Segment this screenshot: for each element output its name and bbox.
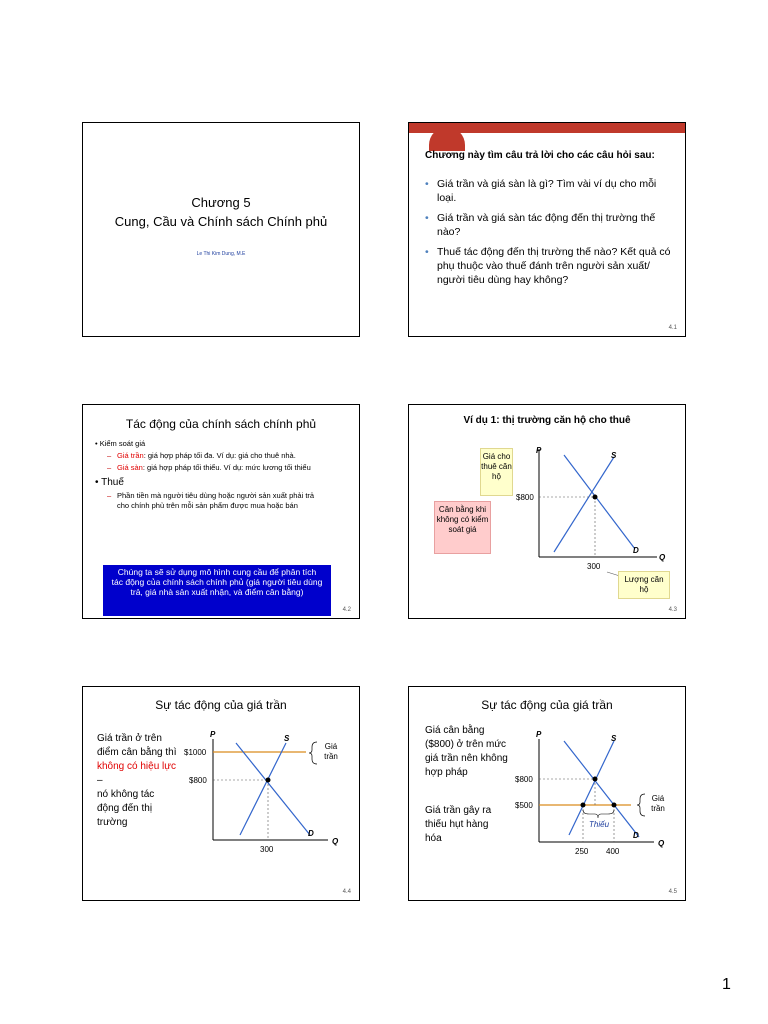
price-box: Giá cho thuê căn hộ [480,448,513,496]
bullet-text: Thuế [101,477,124,488]
slide-heading: Tác động của chính sách chính phủ [125,417,317,431]
equilibrium-box: Cân bằng khi không có kiểm soát giá [434,501,491,554]
slide-chapter-title [82,122,360,337]
shortage-brace [583,810,614,818]
slide-title-line2: Cung, Cầu và Chính sách Chính phủ [114,214,328,229]
y-axis-label: P [536,730,542,739]
quantity-box: Lượng căn hộ [618,571,670,599]
slide-author: Le Thi Kim Dung, M.E [196,251,246,257]
explanation-a: Giá cân bằng ($800) ở trên mức giá trần nên không hợp pháp [425,725,508,778]
bullet-text: Kiểm soát giá [99,439,146,448]
explanation-b: Giá trần gây ra thiếu hụt hàng hóa [425,805,492,844]
qty-tick: 300 [587,562,601,571]
sub-ceiling [109,451,353,461]
y-axis-label: P [536,446,542,455]
slide-number: 4.3 [668,607,677,613]
tax-sublist [95,491,353,511]
ceiling-def: : giá hợp pháp tối đa. Ví dụ: giá cho thuê nhà. [143,451,296,460]
ceiling-label: Giá trần [651,794,665,813]
slide-ceiling-nonbinding [82,686,360,901]
question-list [425,177,677,287]
x-axis-label: Q [332,837,339,846]
supply-curve [554,457,614,552]
highlight-box: Chúng ta sẽ sử dụng mô hình cung cầu để phân tích tác động của chính sách chính phủ (giá người tiêu dùng trả, giá nhà sản xuất nhận, và điểm cân bằng) [103,565,331,616]
ceiling-price-tick: $500 [515,801,533,810]
bullet-tax: • Thuế [95,477,124,488]
text-nonbinding: không có hiệu lực [97,761,176,772]
x-axis-label: Q [659,553,666,562]
equilibrium-point [593,495,598,500]
floor-term: Giá sàn [117,463,143,472]
demand-label: D [308,829,314,838]
binding-ceiling-chart [409,687,686,901]
slide-heading: Sự tác động của giá trần [155,698,287,712]
slide-government-policy [82,404,360,619]
sub-tax-def: – Phần tiền mà người tiêu dùng hoặc người sản xuất phải trả cho chính phủ trên mỗi sản phẩm được mua hoặc bán [109,491,353,511]
shortage-label: Thiếu [589,820,610,829]
slide-number: 4.1 [668,325,677,331]
question-item: • Thuế tác động đến thị trường thế nào? Kết quả có phụ thuộc vào thuế đánh trên người sản xuất/ người tiêu dùng hay không? [425,245,677,287]
sub-floor [109,463,353,473]
price-tick: $800 [516,493,534,502]
equilibrium-point [593,777,598,782]
slide-heading: Sự tác động của giá trần [481,698,613,712]
x-axis-label: Q [658,839,665,848]
qs-tick: 400 [606,847,620,856]
ceiling-term: Giá trần [117,451,144,460]
qd-point [581,803,586,808]
slide-number: 4.4 [342,889,351,895]
ceiling-brace [637,794,645,816]
question-item: • Giá trần và giá sàn tác động đến thị trường thế nào? [425,211,677,239]
qs-point [612,803,617,808]
y-axis-label: P [210,730,216,739]
equilibrium-point [266,778,271,783]
qd-tick: 250 [575,847,589,856]
question-item: • Giá trần và giá sàn là gì? Tìm vài ví dụ cho mỗi loại. [425,177,677,205]
demand-label: D [633,546,639,555]
qty-tick: 300 [260,845,274,854]
page-number: 1 [722,976,731,993]
slide-title-line1: Chương 5 [191,195,251,210]
supply-label: S [284,734,290,743]
supply-label: S [611,734,617,743]
ceiling-price-tick: $1000 [184,748,207,757]
price-control-sublist [95,451,353,473]
slide-heading: Chương này tìm câu trả lời cho các câu hỏi sau: [425,150,655,161]
ceiling-label: Giá trần [324,742,338,761]
demand-label: D [633,831,639,840]
slide-number: 4.2 [342,607,351,613]
text-a: Giá trần ở trên điểm cân bằng thì [97,733,177,758]
text-b: nó không tác động đến thị trường [97,789,155,828]
supply-label: S [611,451,617,460]
eq-price-tick: $800 [189,776,207,785]
bullet-price-control: • Kiểm soát giá [95,439,146,448]
eq-price-tick: $800 [515,775,533,784]
ceiling-brace [309,742,317,764]
floor-def: : giá hợp pháp tối thiểu. Ví dụ: mức lương tối thiểu [142,463,311,472]
slide-ceiling-binding [408,686,686,901]
policy-list [95,439,353,511]
ceiling-chart [83,687,360,901]
text-dash: – [97,775,103,786]
slide-number: 4.5 [668,889,677,895]
slide-rental-market [408,404,686,619]
slide-heading: Ví dụ 1: thị trường căn hộ cho thuê [463,415,631,426]
slide-questions [408,122,686,337]
demand-curve [564,455,635,549]
